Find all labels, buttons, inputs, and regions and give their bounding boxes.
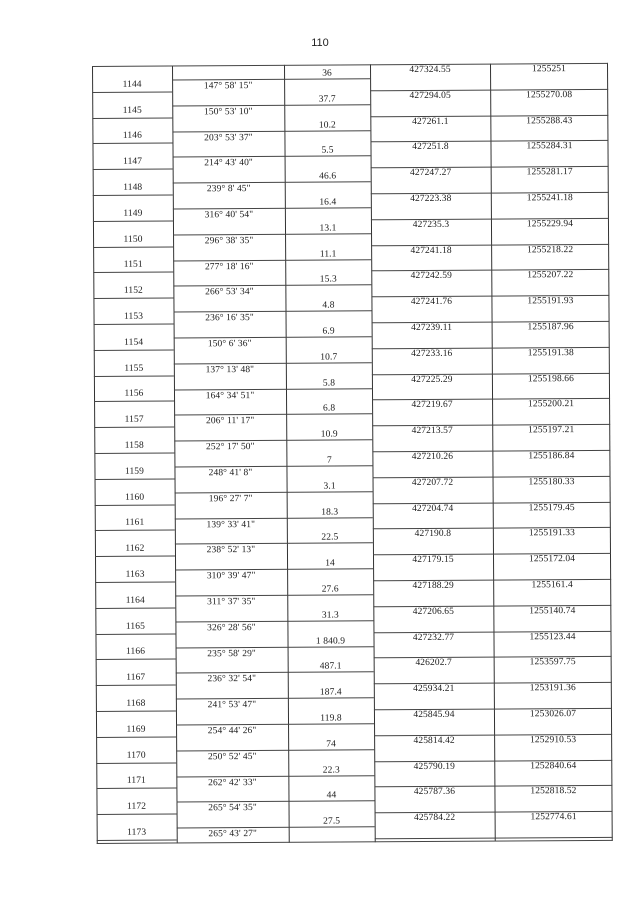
- point-number: 1173: [127, 827, 147, 838]
- coordinates-table: [92, 63, 613, 844]
- distance: 10.7: [320, 352, 338, 363]
- direction-angle: 238° 52' 13": [206, 545, 256, 556]
- direction-angle: 310° 39' 47": [206, 571, 256, 582]
- distance: 1 840.9: [315, 635, 346, 647]
- coordinate-y: 1255270.08: [526, 89, 573, 101]
- direction-angle: 296° 38' 35": [204, 235, 254, 247]
- coordinate-x: 427179.15: [412, 554, 454, 566]
- coordinate-y: 1255161.4: [531, 580, 573, 591]
- row-divider: [96, 736, 176, 737]
- direction-angle: 326° 28' 56": [207, 622, 256, 633]
- row-divider: [92, 117, 172, 118]
- coordinate-x: 425790.19: [413, 761, 455, 772]
- row-divider: [93, 220, 173, 221]
- coordinate-x: 425784.22: [413, 812, 456, 824]
- distance: 14: [325, 558, 335, 569]
- distance: 6.8: [322, 403, 336, 414]
- coordinate-x: 426202.7: [415, 658, 452, 669]
- point-number: 1169: [126, 724, 146, 735]
- coordinate-x: 427239.11: [411, 322, 453, 334]
- coordinate-y: 1255251: [532, 64, 567, 75]
- coordinate-x: 427207.72: [411, 477, 454, 488]
- direction-angle: 147° 58' 15": [203, 80, 253, 92]
- direction-angle: 236° 32' 54": [207, 674, 257, 685]
- coordinate-y: 1255284.31: [526, 141, 573, 152]
- row-divider: [92, 143, 172, 144]
- point-number: 1159: [124, 466, 145, 477]
- distance: 11.1: [319, 249, 337, 260]
- row-divider: [95, 478, 175, 479]
- point-number: 1151: [123, 260, 143, 271]
- direction-angle: 164° 34' 51": [205, 390, 255, 401]
- coordinate-y: 1255191.38: [527, 347, 574, 359]
- coordinate-y: 1252910.53: [530, 734, 577, 746]
- distance: 27.5: [323, 816, 341, 827]
- coordinate-x: 425845.94: [413, 709, 455, 721]
- coordinate-x: 427261.1: [412, 116, 449, 127]
- coordinate-y: 1255187.96: [527, 322, 574, 333]
- coordinate-y: 1252818.52: [530, 786, 577, 797]
- coordinate-x: 427219.67: [411, 400, 453, 411]
- point-number: 1172: [126, 801, 147, 812]
- point-number: 1160: [125, 492, 145, 503]
- page-number: 110: [311, 37, 329, 49]
- direction-angle: 311° 37' 35": [207, 596, 256, 608]
- direction-angle: 206° 11' 17": [206, 416, 255, 427]
- coordinate-y: 1255198.66: [527, 373, 575, 384]
- direction-angle: 196° 27' 7": [208, 493, 253, 504]
- point-number: 1156: [124, 389, 144, 400]
- direction-angle: 262° 42' 33": [208, 777, 257, 788]
- coordinate-y: 1255241.18: [526, 193, 573, 204]
- coordinate-y: 1253597.75: [529, 657, 576, 668]
- distance: 4.8: [322, 300, 335, 311]
- direction-angle: 265° 54' 35": [208, 803, 257, 814]
- direction-angle: 139° 33' 41": [206, 519, 256, 530]
- distance: 187.4: [319, 687, 342, 698]
- point-number: 1162: [125, 543, 145, 554]
- point-number: 1144: [122, 79, 142, 90]
- point-number: 1168: [126, 698, 146, 709]
- coordinate-y: 1252774.61: [530, 812, 577, 823]
- distance: 15.3: [319, 274, 337, 285]
- point-number: 1155: [124, 363, 144, 374]
- point-number: 1149: [123, 208, 143, 219]
- point-number: 1167: [126, 672, 146, 683]
- row-divider: [96, 659, 176, 660]
- coordinate-x: 427223.38: [410, 193, 452, 205]
- row-divider: [95, 556, 175, 557]
- distance: 22.3: [322, 764, 340, 776]
- row-divider: [94, 349, 174, 350]
- distance: 74: [326, 739, 337, 750]
- coordinate-y: 1255140.74: [529, 605, 576, 617]
- coordinate-y: 1255186.84: [528, 451, 575, 462]
- coordinate-x: 427206.65: [412, 606, 455, 617]
- distance: 46.6: [319, 171, 337, 182]
- coordinate-x: 427235.3: [412, 219, 450, 230]
- row-divider: [96, 762, 176, 763]
- point-number: 1153: [123, 311, 144, 322]
- row-divider: [95, 633, 175, 634]
- coordinate-y: 1255191.93: [527, 296, 574, 307]
- direction-angle: 239° 8' 45": [206, 184, 251, 195]
- point-number: 1152: [123, 285, 143, 296]
- coordinate-x: 427213.57: [411, 425, 453, 437]
- distance: 16.4: [319, 197, 337, 208]
- point-number: 1164: [125, 595, 145, 606]
- coordinate-y: 1255172.04: [528, 554, 576, 565]
- coordinate-y: 1255281.17: [526, 167, 573, 178]
- point-number: 1147: [123, 156, 143, 167]
- row-divider: [95, 530, 175, 531]
- point-number: 1158: [124, 440, 144, 451]
- distance: 13.1: [319, 223, 337, 234]
- point-number: 1150: [123, 234, 143, 245]
- point-number: 1171: [126, 776, 146, 787]
- distance: 44: [326, 790, 337, 801]
- row-divider: [97, 839, 177, 840]
- direction-angle: 266° 53' 34": [205, 287, 254, 298]
- point-number: 1157: [124, 414, 144, 425]
- coordinate-y: 1252840.64: [530, 760, 577, 771]
- coordinate-x: 427294.05: [409, 90, 451, 101]
- direction-angle: 252° 17' 50": [206, 442, 255, 453]
- direction-angle: 236° 16' 35": [205, 313, 254, 324]
- coordinate-x: 427247.27: [409, 167, 452, 179]
- coordinate-x: 427233.16: [411, 348, 453, 359]
- coordinate-y: 1255229.94: [526, 218, 574, 230]
- row-divider: [96, 685, 176, 686]
- direction-angle: 250° 52' 45": [207, 751, 257, 762]
- point-number: 1165: [125, 621, 145, 632]
- coordinate-x: 427324.55: [409, 64, 451, 76]
- distance: 3.1: [323, 481, 336, 492]
- point-number: 1145: [122, 105, 142, 116]
- point-number: 1166: [126, 647, 146, 658]
- coordinate-x: 427241.18: [410, 245, 452, 256]
- direction-angle: 203° 53' 37": [204, 132, 253, 143]
- row-divider: [96, 710, 176, 711]
- distance: 22.5: [321, 532, 339, 543]
- coordinate-y: 1255191.33: [528, 528, 575, 539]
- distance: 18.3: [321, 507, 339, 518]
- point-number: 1146: [122, 131, 142, 142]
- distance: 10.9: [320, 429, 338, 440]
- direction-angle: 214° 43' 40": [204, 158, 253, 169]
- distance: 7: [326, 455, 332, 466]
- row-divider: [97, 814, 177, 815]
- row-divider: [92, 91, 172, 92]
- point-number: 1154: [124, 337, 144, 348]
- row-divider: [95, 582, 175, 583]
- coordinate-y: 1255200.21: [527, 399, 575, 410]
- coordinate-y: 1255123.44: [529, 631, 576, 642]
- row-divider: [93, 195, 173, 196]
- coordinate-x: 427188.29: [412, 580, 454, 592]
- direction-angle: 248° 41' 8": [208, 467, 253, 479]
- direction-angle: 265° 43' 27": [208, 829, 258, 840]
- coordinate-x: 427190.8: [414, 529, 452, 540]
- distance: 5.5: [321, 145, 334, 156]
- coordinate-x: 427242.59: [410, 271, 452, 282]
- coordinate-x: 427232.77: [412, 632, 455, 643]
- row-divider: [93, 298, 173, 299]
- row-divider: [93, 246, 173, 247]
- row-divider: [94, 324, 174, 325]
- distance: 27.6: [321, 584, 339, 595]
- coordinate-x: 427225.29: [411, 374, 453, 385]
- coordinate-x: 425787.36: [413, 787, 456, 798]
- coordinate-y: 1253026.07: [529, 709, 577, 720]
- coordinate-y: 1255288.43: [526, 115, 573, 126]
- row-divider: [94, 401, 174, 402]
- row-divider: [375, 837, 613, 839]
- row-divider: [94, 375, 174, 376]
- coordinate-y: 1255180.33: [528, 476, 575, 488]
- coordinate-x: 425934.21: [413, 683, 455, 695]
- coordinate-y: 1255197.21: [528, 425, 575, 436]
- point-number: 1163: [125, 569, 145, 580]
- coordinate-x: 427210.26: [411, 451, 454, 463]
- coordinate-y: 1255179.45: [528, 502, 575, 513]
- row-divider: [94, 427, 174, 428]
- direction-angle: 137° 13' 48": [205, 364, 255, 375]
- direction-angle: 277° 18' 16": [204, 261, 254, 272]
- distance: 6.9: [322, 326, 335, 337]
- direction-angle: 150° 53' 10": [203, 106, 253, 118]
- direction-angle: 316° 40' 54": [204, 209, 254, 221]
- row-divider: [95, 504, 175, 505]
- point-number: 1161: [125, 518, 145, 529]
- coordinate-x: 427251.8: [412, 142, 449, 153]
- distance: 36: [322, 68, 332, 79]
- coordinate-y: 1255207.22: [527, 270, 574, 281]
- distance: 487.1: [319, 661, 342, 672]
- row-divider: [93, 272, 173, 273]
- coordinate-y: 1253191.36: [529, 683, 576, 694]
- coordinate-y: 1255218.22: [527, 244, 574, 255]
- point-number: 1170: [126, 750, 146, 761]
- coordinate-x: 425814.42: [413, 735, 455, 746]
- direction-angle: 235° 58' 29": [207, 648, 256, 659]
- distance: 31.3: [321, 610, 339, 621]
- distance: 119.8: [320, 713, 342, 724]
- direction-angle: 241° 53' 47": [207, 700, 257, 711]
- distance: 10.2: [318, 120, 336, 131]
- row-divider: [95, 607, 175, 608]
- row-divider: [96, 788, 176, 789]
- direction-angle: 150° 6' 36": [207, 338, 252, 350]
- coordinate-x: 427204.74: [412, 503, 454, 514]
- direction-angle: 254° 44' 26": [207, 725, 257, 737]
- distance: 5.8: [322, 378, 336, 389]
- point-number: 1148: [123, 182, 143, 193]
- row-divider: [93, 169, 173, 170]
- distance: 37.7: [318, 94, 336, 105]
- row-divider: [94, 453, 174, 454]
- coordinate-x: 427241.76: [410, 296, 453, 308]
